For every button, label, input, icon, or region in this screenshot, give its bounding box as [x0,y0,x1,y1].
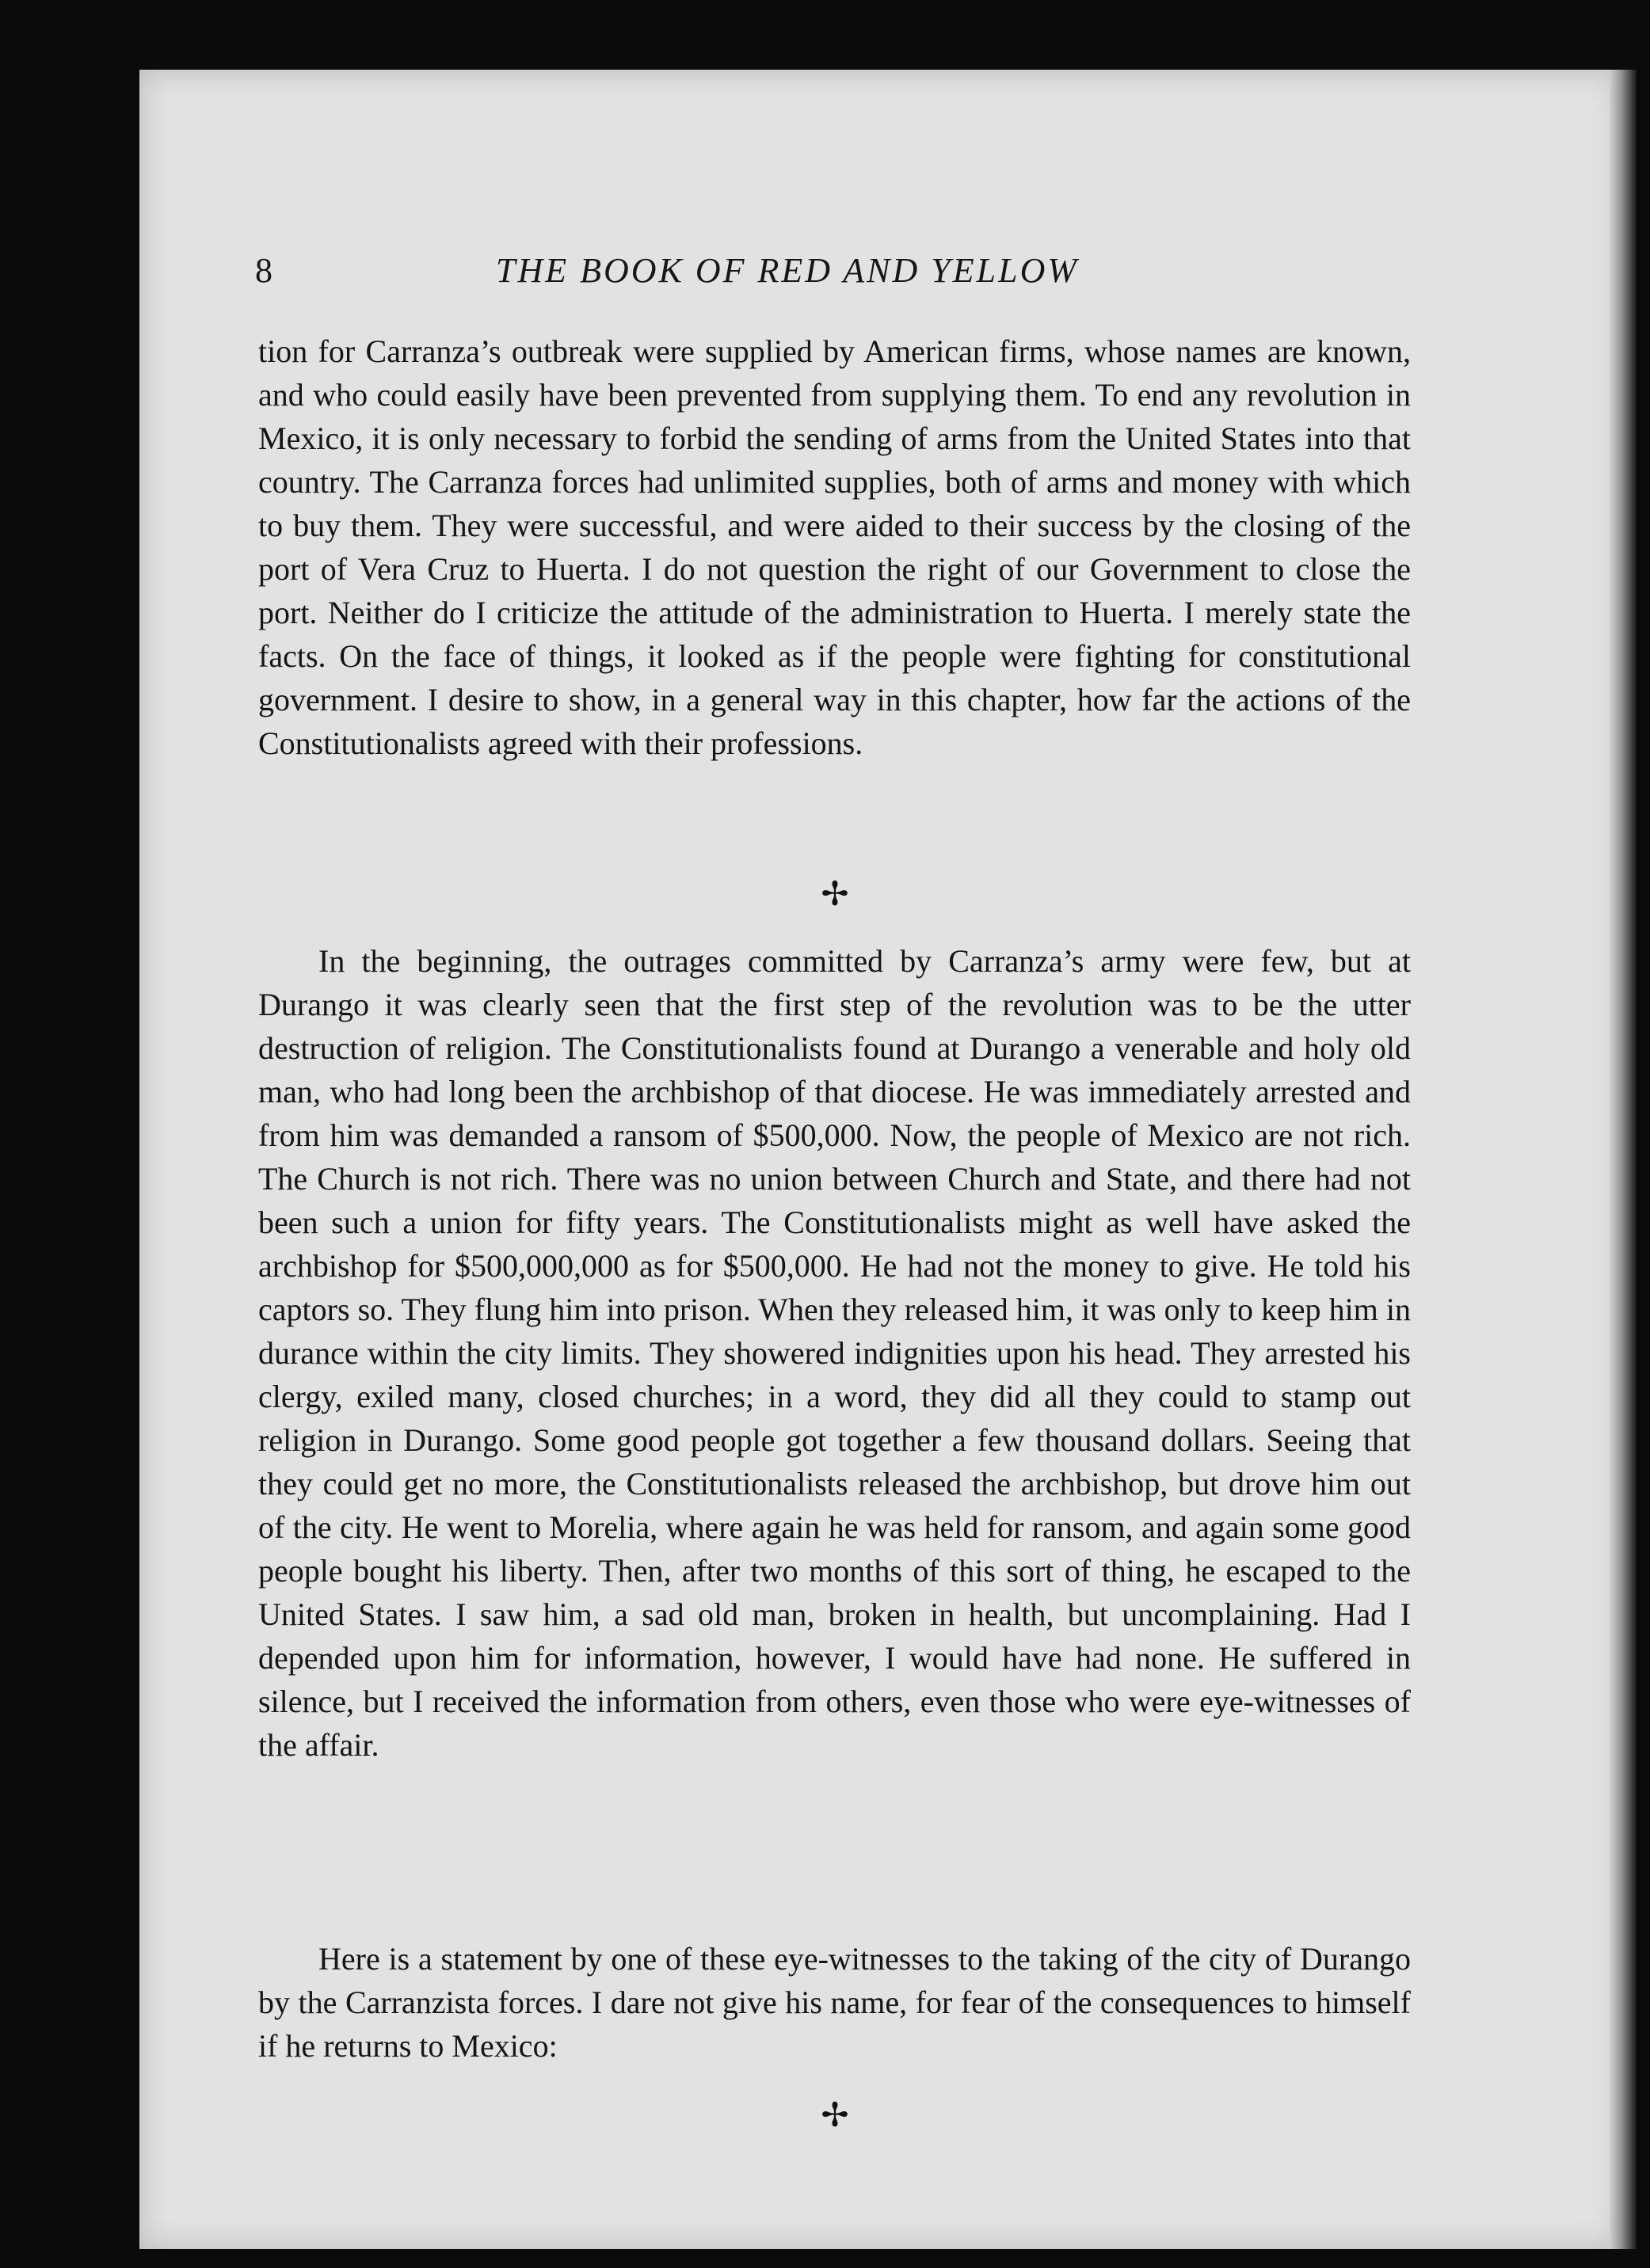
page-number: 8 [255,251,272,290]
paragraph-durango: In the beginning, the outrages committed by Carranza’s army were few, but at Durango it was clearly seen that the first step of the revolution was to be the utter destruction of religion. The Constitutionalists found at Durango a venerable and holy old man, who had long been the archbishop of that diocese. He was immediately arrested and from him was demanded a ransom of $500,000. Now, the people of Mexico are not rich. The Church is not rich. There was no union between Church and State, and there had not been such a union for fifty years. The Constitutionalists might as well have asked the archbishop for $500,000,000 as for $500,000. He had not the money to give. He told his captors so. They flung him into prison. When they released him, it was only to keep him in durance within the city limits. They showered indignities upon his head. They arrested his clergy, exiled many, closed churches; in a word, they did all they could to stamp out religion in Durango. Some good people got together a few thousand dollars. Seeing that they could get no more, the Constitutionalists released the archbishop, but drove him out of the city. He went to Morelia, where again he was held for ransom, and again some good people bought his liberty. Then, after two months of this sort of thing, he escaped to the United States. I saw him, a sad old man, broken in health, but uncomplaining. Had I depended upon him for information, however, I would have had none. He suffered in silence, but I received the information from others, even those who were eye-witnesses of the affair. [258,943,1411,1763]
section-ornament-icon: ✢ [821,874,849,913]
paragraph-statement-intro: Here is a statement by one of these eye-witnesses to the taking of the city of Durango by the Carranzista forces. I dare not give his name, for fear of the consequences to himself if he returns to Mexico: [258,1941,1411,2064]
book-page [139,70,1621,2249]
running-title: THE BOOK OF RED AND YELLOW [496,251,1080,290]
paragraph-continued: tion for Carranza’s outbreak were supplied by American firms, whose names are known, and who could easily have been prevented from supplying them. To end any revolution in Mexico, it is only necessary to forbid the sending of arms from the United States into that country. The Carranza forces had unlimited supplies, both of arms and money with which to buy them. They were successful, and were aided to their success by the closing of the port of Vera Cruz to Huerta. I do not question the right of our Government to close the port. Neither do I criticize the attitude of the administration to Huerta. I merely state the facts. On the face of things, it looked as if the people were fighting for constitutional government. I desire to show, in a general way in this chapter, how far the actions of the Constitutionalists agreed with their professions. [258,333,1411,761]
page-header [139,250,1621,298]
section-ornament-icon: ✢ [821,2095,849,2134]
